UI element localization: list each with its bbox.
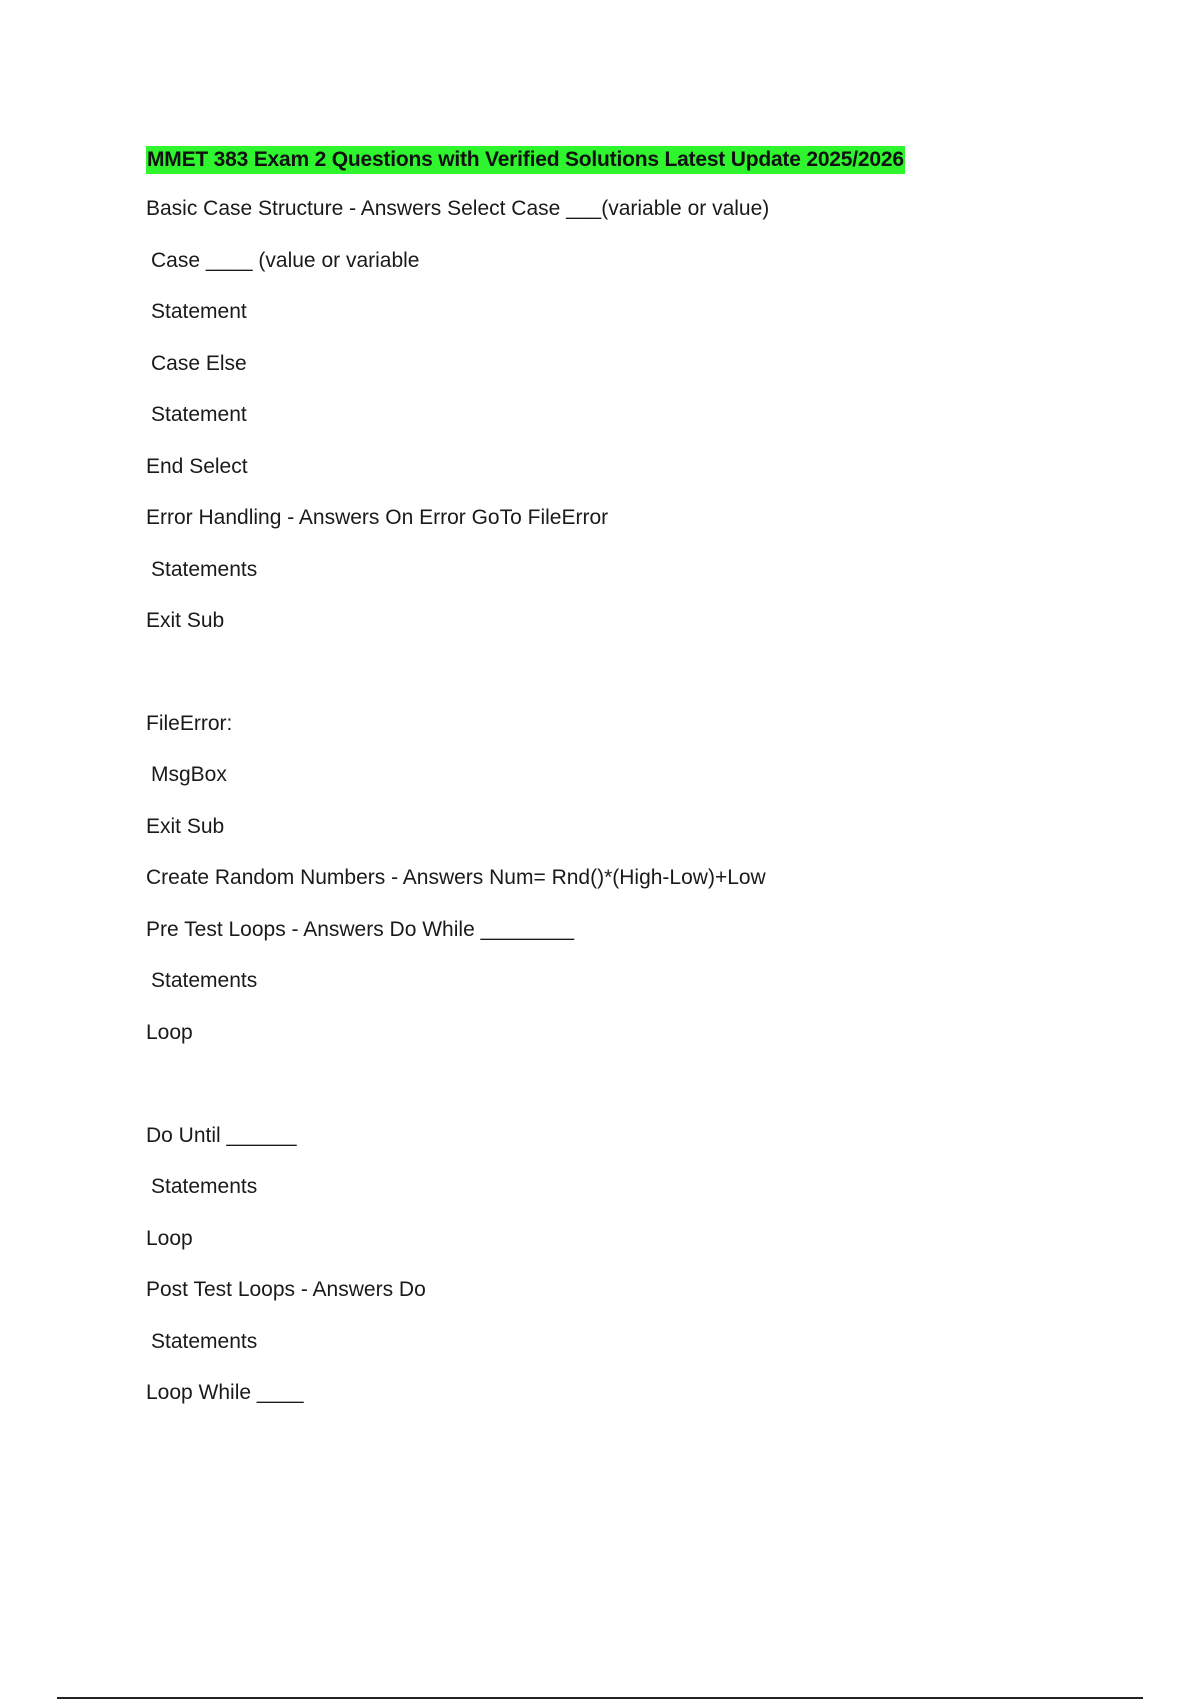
text-line: Statements <box>151 558 258 581</box>
text-line: Create Random Numbers - Answers Num= Rnd()*(High-Low)+Low <box>146 866 766 889</box>
footer-divider <box>57 1697 1143 1699</box>
text-line: Exit Sub <box>146 815 225 838</box>
text-line: Loop While ____ <box>146 1381 304 1404</box>
text-line: FileError: <box>146 712 233 735</box>
text-line: Statements <box>151 1175 258 1198</box>
text-line: Statements <box>151 969 258 992</box>
text-line: End Select <box>146 455 248 478</box>
text-line: MsgBox <box>151 763 227 786</box>
text-line: Case ____ (value or variable <box>151 249 420 272</box>
document-title: MMET 383 Exam 2 Questions with Verified Solutions Latest Update 2025/2026 <box>146 146 905 174</box>
text-line: Loop <box>146 1227 193 1250</box>
text-line: Statement <box>151 300 247 323</box>
text-line: Statements <box>151 1330 258 1353</box>
text-line: Exit Sub <box>146 609 225 632</box>
text-line: Statement <box>151 403 247 426</box>
text-line: Case Else <box>151 352 247 375</box>
text-line: Post Test Loops - Answers Do <box>146 1278 426 1301</box>
text-line: Error Handling - Answers On Error GoTo FileError <box>146 506 609 529</box>
text-line: Do Until ______ <box>146 1124 297 1147</box>
text-line: Basic Case Structure - Answers Select Case ___(variable or value) <box>146 197 770 220</box>
text-line: Pre Test Loops - Answers Do While ________ <box>146 918 575 941</box>
text-line: Loop <box>146 1021 193 1044</box>
